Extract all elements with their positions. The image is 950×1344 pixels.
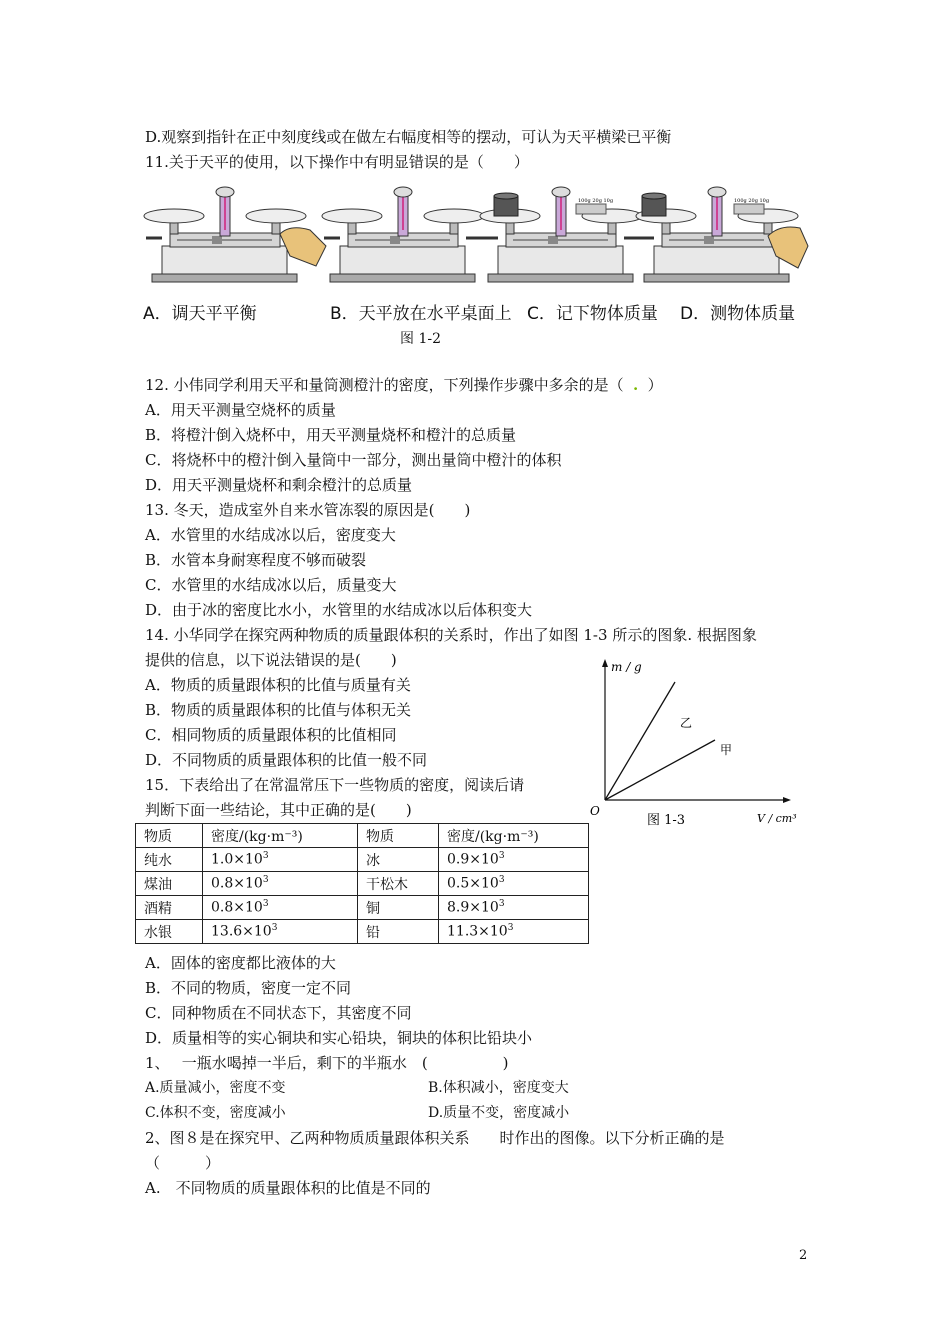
- option-13c: C．水管里的水结成冰以后，质量变大: [145, 576, 397, 594]
- density-table: [135, 823, 589, 944]
- substance-cell: 干松木: [358, 872, 439, 896]
- x-axis-arrow: [783, 797, 791, 803]
- density-cell: [203, 872, 358, 896]
- balance-d: [636, 187, 808, 282]
- substance-cell: 冰: [358, 848, 439, 872]
- y-axis-label: m / g: [611, 660, 642, 674]
- option-12d: D．用天平测量烧杯和剩余橙汁的总质量: [145, 476, 413, 494]
- page-number: 2: [799, 1248, 808, 1263]
- table-header-row: [136, 824, 589, 848]
- substance-cell: 铜: [358, 896, 439, 920]
- question-2: 2、图８是在探究甲、乙两种物质质量跟体积关系 时作出的图像。以下分析正确的是: [145, 1129, 725, 1147]
- density-value: 11.3×10: [447, 923, 508, 940]
- option-13d: D．由于冰的密度比水小，水管里的水结成冰以后体积变大: [145, 601, 533, 619]
- question-12: [145, 375, 663, 395]
- option-15a: A．固体的密度都比液体的大: [145, 954, 336, 972]
- density-value: 8.9×10: [447, 899, 499, 916]
- option-14a: A．物质的质量跟体积的比值与质量有关: [145, 676, 411, 694]
- question-14: 14. 小华同学在探究两种物质的质量跟体积的关系时，作出了如图 1-3 所示的图象. 根据图象: [145, 626, 757, 644]
- option-1a: A.质量减小，密度不变: [145, 1080, 286, 1096]
- header-substance-2: 物质: [358, 824, 439, 848]
- table-row: [136, 920, 589, 944]
- caption-c: C．记下物体质量: [527, 304, 658, 324]
- density-cell: [439, 872, 589, 896]
- density-value: 13.6×10: [211, 923, 272, 940]
- density-cell: [439, 848, 589, 872]
- option-1d: D.质量不变，密度减小: [428, 1105, 570, 1121]
- option-12b: B．将橙汁倒入烧杯中，用天平测量烧杯和橙汁的总质量: [145, 426, 517, 444]
- density-value: 0.8×10: [211, 899, 263, 916]
- density-value: 1.0×10: [211, 851, 263, 868]
- caption-b: B．天平放在水平桌面上: [330, 304, 512, 324]
- header-substance-1: 物质: [136, 824, 203, 848]
- y-axis-arrow: [602, 659, 608, 667]
- weights-label-c: 100g 20g 10g: [578, 198, 614, 204]
- question-12-close: ）: [647, 376, 663, 394]
- density-exponent: 3: [498, 875, 505, 886]
- caption-d: D．测物体质量: [680, 304, 796, 324]
- line-jia: [605, 740, 715, 800]
- question-2-bracket: （ ）: [145, 1154, 221, 1172]
- option-2a: A. 不同物质的质量跟体积的比值是不同的: [145, 1179, 431, 1197]
- table-row: [136, 872, 589, 896]
- density-exponent: 3: [507, 923, 514, 934]
- option-14d: D．不同物质的质量跟体积的比值一般不同: [145, 751, 428, 769]
- figure-1-3-title: 图 1-3: [647, 813, 686, 828]
- density-exponent: 3: [262, 851, 269, 862]
- density-cell: [203, 920, 358, 944]
- option-1c: C.体积不变，密度减小: [145, 1105, 286, 1121]
- green-dot: .: [633, 376, 639, 394]
- density-exponent: 3: [271, 923, 278, 934]
- header-density-2: 密度/(kg·m⁻³): [439, 824, 589, 848]
- question-13: 13. 冬天，造成室外自来水管冻裂的原因是( ): [145, 501, 471, 519]
- density-cell: [439, 920, 589, 944]
- density-exponent: 3: [262, 875, 269, 886]
- substance-cell: 纯水: [136, 848, 203, 872]
- option-14b: B．物质的质量跟体积的比值与体积无关: [145, 701, 412, 719]
- density-cell: [439, 896, 589, 920]
- substance-cell: 水银: [136, 920, 203, 944]
- density-cell: [203, 848, 358, 872]
- question-15: 15．下表给出了在常温常压下一些物质的密度，阅读后请: [145, 776, 525, 794]
- figure-1-2-title: 图 1-2: [400, 331, 441, 347]
- figure-1-3-graph: [585, 655, 805, 835]
- question-11: 11.关于天平的使用，以下操作中有明显错误的是（ ）: [145, 153, 529, 171]
- origin-label: O: [590, 804, 600, 818]
- option-1b: B.体积减小，密度变大: [428, 1080, 569, 1096]
- density-value: 0.5×10: [447, 875, 499, 892]
- density-exponent: 3: [498, 851, 505, 862]
- option-15c: C．同种物质在不同状态下，其密度不同: [145, 1004, 412, 1022]
- option-15b: B．不同的物质，密度一定不同: [145, 979, 352, 997]
- option-13a: A．水管里的水结成冰以后，密度变大: [145, 526, 396, 544]
- density-value: 0.9×10: [447, 851, 499, 868]
- caption-a: A．调天平平衡: [143, 304, 257, 324]
- option-15d: D．质量相等的实心铜块和实心铅块，铜块的体积比铅块小: [145, 1029, 533, 1047]
- substance-cell: 煤油: [136, 872, 203, 896]
- balance-b: [322, 187, 484, 282]
- option-12c: C．将烧杯中的橙汁倒入量筒中一部分，测出量筒中橙汁的体积: [145, 451, 562, 469]
- label-yi: 乙: [680, 716, 693, 730]
- substance-cell: 铅: [358, 920, 439, 944]
- line-yi: [605, 682, 675, 800]
- weights-label-d: 100g 20g 10g: [734, 198, 770, 204]
- header-density-1: 密度/(kg·m⁻³): [203, 824, 358, 848]
- option-11d: D.观察到指针在正中刻度线或在做左右幅度相等的摆动，可认为天平横梁已平衡: [145, 128, 672, 146]
- density-exponent: 3: [262, 899, 269, 910]
- substance-cell: 酒精: [136, 896, 203, 920]
- option-13b: B．水管本身耐寒程度不够而破裂: [145, 551, 367, 569]
- question-15-cont: 判断下面一些结论，其中正确的是( ): [145, 801, 412, 819]
- question-14-cont: 提供的信息，以下说法错误的是( ): [145, 651, 397, 669]
- label-jia: 甲: [720, 743, 733, 757]
- balance-c: [480, 187, 642, 282]
- density-exponent: 3: [498, 899, 505, 910]
- balance-a: [144, 187, 326, 282]
- option-14c: C．相同物质的质量跟体积的比值相同: [145, 726, 397, 744]
- density-cell: [203, 896, 358, 920]
- option-12a: A．用天平测量空烧杯的质量: [145, 401, 336, 419]
- question-12-text: 12. 小伟同学利用天平和量筒测橙汁的密度，下列操作步骤中多余的是（: [145, 376, 624, 394]
- question-1: 1、 一瓶水喝掉一半后，剩下的半瓶水 ( ): [145, 1054, 509, 1072]
- density-value: 0.8×10: [211, 875, 263, 892]
- table-row: [136, 848, 589, 872]
- figure-1-2-balances: [140, 186, 840, 286]
- x-axis-label: V / cm³: [757, 812, 797, 825]
- table-row: [136, 896, 589, 920]
